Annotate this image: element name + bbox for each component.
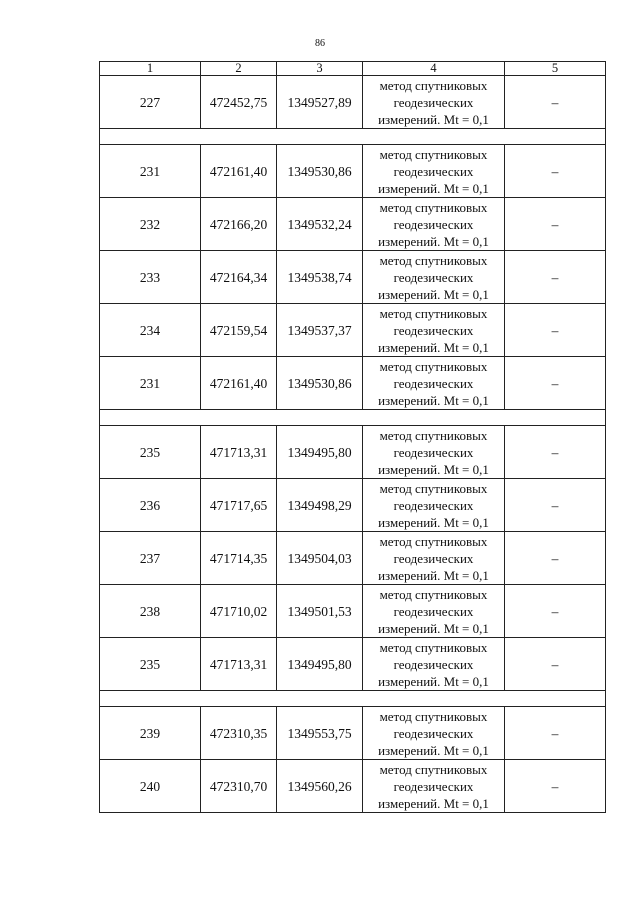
table-row [100,638,606,691]
method-line: геодезических [393,778,474,794]
method-line: геодезических [393,94,474,110]
table-header-row [100,62,606,76]
point-number-cell: 231 [100,357,201,410]
method-line: измерений. Mt = 0,1 [378,392,489,408]
x-coordinate-cell: 471717,65 [201,479,277,532]
method-cell [363,760,505,813]
point-number-cell: 231 [100,145,201,198]
y-coordinate-cell: 1349537,37 [277,304,363,357]
accuracy-cell: – [505,198,606,251]
method-cell [363,426,505,479]
point-number-cell: 237 [100,532,201,585]
method-line: метод спутниковых [379,252,488,268]
method-line: метод спутниковых [379,639,488,655]
y-coordinate-cell: 1349560,26 [277,760,363,813]
group-separator-cell [100,129,606,145]
y-coordinate-cell: 1349527,89 [277,76,363,129]
x-coordinate-cell: 471713,31 [201,426,277,479]
method-line: измерений. Mt = 0,1 [378,233,489,249]
method-line: метод спутниковых [379,305,488,321]
method-cell [363,357,505,410]
method-line: измерений. Mt = 0,1 [378,180,489,196]
table-row [100,585,606,638]
method-cell [363,76,505,129]
x-coordinate-cell: 472166,20 [201,198,277,251]
method-line: измерений. Mt = 0,1 [378,567,489,583]
coordinates-table-body [100,62,606,813]
point-number-cell: 235 [100,638,201,691]
table-row [100,760,606,813]
method-line: измерений. Mt = 0,1 [378,339,489,355]
method-line: геодезических [393,163,474,179]
method-cell [363,145,505,198]
method-line: метод спутниковых [379,199,488,215]
method-line: измерений. Mt = 0,1 [378,461,489,477]
table-row [100,251,606,304]
point-number-cell: 232 [100,198,201,251]
column-header-1: 1 [100,62,201,76]
group-separator-cell [100,691,606,707]
point-number-cell: 238 [100,585,201,638]
method-line: метод спутниковых [379,533,488,549]
method-line: геодезических [393,550,474,566]
group-separator-row [100,410,606,426]
y-coordinate-cell: 1349504,03 [277,532,363,585]
method-cell [363,585,505,638]
group-separator-row [100,129,606,145]
x-coordinate-cell: 472159,54 [201,304,277,357]
column-header-4: 4 [363,62,505,76]
x-coordinate-cell: 472161,40 [201,357,277,410]
column-header-3: 3 [277,62,363,76]
x-coordinate-cell: 471714,35 [201,532,277,585]
method-cell [363,479,505,532]
accuracy-cell: – [505,760,606,813]
group-separator-cell [100,410,606,426]
method-cell [363,304,505,357]
method-line: метод спутниковых [379,761,488,777]
method-line: измерений. Mt = 0,1 [378,111,489,127]
table-row [100,707,606,760]
accuracy-cell: – [505,76,606,129]
x-coordinate-cell: 471713,31 [201,638,277,691]
column-header-5: 5 [505,62,606,76]
method-cell [363,638,505,691]
method-line: метод спутниковых [379,77,488,93]
point-number-cell: 227 [100,76,201,129]
method-line: геодезических [393,725,474,741]
method-line: метод спутниковых [379,586,488,602]
x-coordinate-cell: 472310,35 [201,707,277,760]
accuracy-cell: – [505,426,606,479]
method-line: геодезических [393,322,474,338]
point-number-cell: 235 [100,426,201,479]
point-number-cell: 233 [100,251,201,304]
y-coordinate-cell: 1349532,24 [277,198,363,251]
y-coordinate-cell: 1349538,74 [277,251,363,304]
method-cell [363,251,505,304]
x-coordinate-cell: 472452,75 [201,76,277,129]
x-coordinate-cell: 472161,40 [201,145,277,198]
accuracy-cell: – [505,638,606,691]
y-coordinate-cell: 1349495,80 [277,426,363,479]
y-coordinate-cell: 1349553,75 [277,707,363,760]
method-line: измерений. Mt = 0,1 [378,286,489,302]
point-number-cell: 239 [100,707,201,760]
method-line: геодезических [393,497,474,513]
accuracy-cell: – [505,357,606,410]
accuracy-cell: – [505,145,606,198]
table-row [100,145,606,198]
table-row [100,426,606,479]
accuracy-cell: – [505,479,606,532]
y-coordinate-cell: 1349530,86 [277,145,363,198]
method-line: метод спутниковых [379,427,488,443]
method-cell [363,532,505,585]
accuracy-cell: – [505,707,606,760]
method-line: геодезических [393,216,474,232]
method-line: геодезических [393,603,474,619]
coordinates-table [99,61,606,813]
y-coordinate-cell: 1349495,80 [277,638,363,691]
x-coordinate-cell: 472310,70 [201,760,277,813]
accuracy-cell: – [505,532,606,585]
y-coordinate-cell: 1349498,29 [277,479,363,532]
method-line: геодезических [393,269,474,285]
method-line: геодезических [393,375,474,391]
method-line: геодезических [393,444,474,460]
point-number-cell: 236 [100,479,201,532]
method-line: измерений. Mt = 0,1 [378,620,489,636]
x-coordinate-cell: 471710,02 [201,585,277,638]
point-number-cell: 240 [100,760,201,813]
x-coordinate-cell: 472164,34 [201,251,277,304]
table-row [100,532,606,585]
column-header-2: 2 [201,62,277,76]
table-row [100,304,606,357]
table-row [100,479,606,532]
accuracy-cell: – [505,585,606,638]
y-coordinate-cell: 1349530,86 [277,357,363,410]
method-line: геодезических [393,656,474,672]
table-row [100,357,606,410]
table-row [100,198,606,251]
method-line: метод спутниковых [379,708,488,724]
method-cell [363,198,505,251]
method-line: измерений. Mt = 0,1 [378,673,489,689]
method-line: измерений. Mt = 0,1 [378,795,489,811]
method-line: метод спутниковых [379,358,488,374]
page-number: 86 [315,38,325,49]
method-line: измерений. Mt = 0,1 [378,742,489,758]
method-line: метод спутниковых [379,146,488,162]
y-coordinate-cell: 1349501,53 [277,585,363,638]
point-number-cell: 234 [100,304,201,357]
method-line: измерений. Mt = 0,1 [378,514,489,530]
accuracy-cell: – [505,251,606,304]
accuracy-cell: – [505,304,606,357]
method-line: метод спутниковых [379,480,488,496]
group-separator-row [100,691,606,707]
method-cell [363,707,505,760]
table-row [100,76,606,129]
